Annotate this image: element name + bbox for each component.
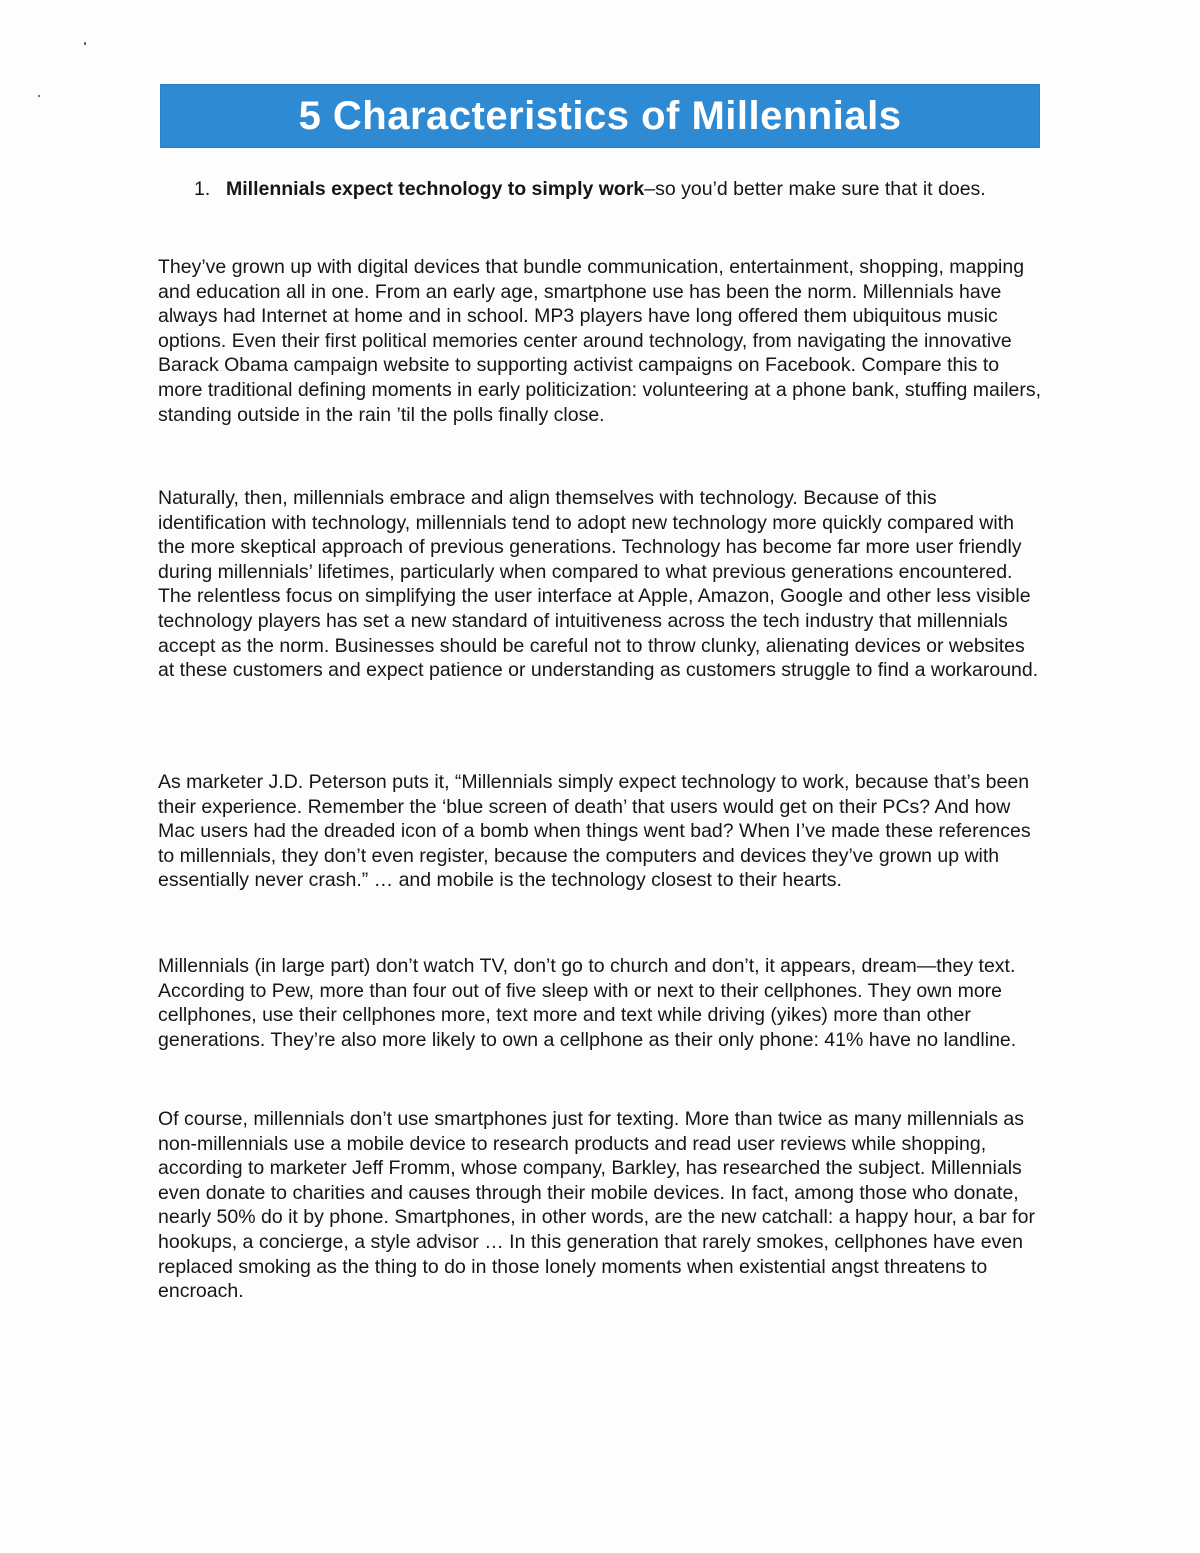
paragraph: Naturally, then, millennials embrace and align themselves with technology. Because of this identification with technology, millennials tend to adopt new technology more quickly compared with the more skeptical approach of previous generations. Technology has become far more user friendly during millennials’ lifetimes, particularly when compared to what previous generations encountered. The relentless focus on simplifying the user interface at Apple, Amazon, Google and other less visible technology players has set a new standard of intuitiveness across the tech industry that millennials accept as the norm. Businesses should be careful not to throw clunky, alienating devices or websites at these customers and expect patience or understanding as customers struggle to find a workaround. xyxy=(158,487,1039,682)
title-banner xyxy=(160,84,1040,148)
page-title: 5 Characteristics of Millennials xyxy=(298,93,902,138)
scan-speck xyxy=(84,42,86,45)
paragraph: Millennials (in large part) don’t watch TV, don’t go to church and don’t, it appears, dream—they text. According to Pew, more than four out of five sleep with or next to their cellphones. They own more cellphones, use their cellphones more, text more and text while driving (yikes) more than other generations. They’re also more likely to own a cellphone as their only phone: 41% have no landline. xyxy=(158,955,1017,1051)
list-item-bold-text: Millennials expect technology to simply work xyxy=(226,178,645,200)
paragraph: As marketer J.D. Peterson puts it, “Millennials simply expect technology to work, because that’s been their experience. Remember the ‘blue screen of death’ that users would get on their PCs? And how Mac users had the dreaded icon of a bomb when things went bad? When I’ve made these references to millennials, they don’t even register, because the computers and devices they’ve grown up with essentially never crash.” … and mobile is the technology closest to their hearts. xyxy=(158,771,1031,892)
list-item-rest-text: –so you’d better make sure that it does. xyxy=(644,178,986,200)
scan-speck xyxy=(38,95,40,97)
list-number: 1. xyxy=(194,178,211,200)
paragraph: They’ve grown up with digital devices that bundle communication, entertainment, shopping, mapping and education all in one. From an early age, smartphone use has been the norm. Millennials have always had Internet at home and in school. MP3 players have long offered them ubiquitous music options. Even their first political memories center around technology, from navigating the innovative Barack Obama campaign website to supporting activist campaigns on Facebook. Compare this to more traditional defining moments in early politicization: volunteering at a phone bank, stuffing mailers, standing outside in the rain ’til the polls finally close. xyxy=(158,256,1042,426)
paragraph: Of course, millennials don’t use smartphones just for texting. More than twice as many millennials as non-millennials use a mobile device to research products and read user reviews while shopping, according to marketer Jeff Fromm, whose company, Barkley, has researched the subject. Millennials even donate to charities and causes through their mobile devices. In fact, among those who donate, nearly 50% do it by phone. Smartphones, in other words, are the new catchall: a happy hour, a bar for hookups, a concierge, a style advisor … In this generation that rarely smokes, cellphones have even replaced smoking as the thing to do in those lonely moments when existential angst threatens to encroach. xyxy=(158,1108,1035,1303)
list-item-text xyxy=(226,176,1034,202)
numbered-list-item xyxy=(194,176,1034,202)
